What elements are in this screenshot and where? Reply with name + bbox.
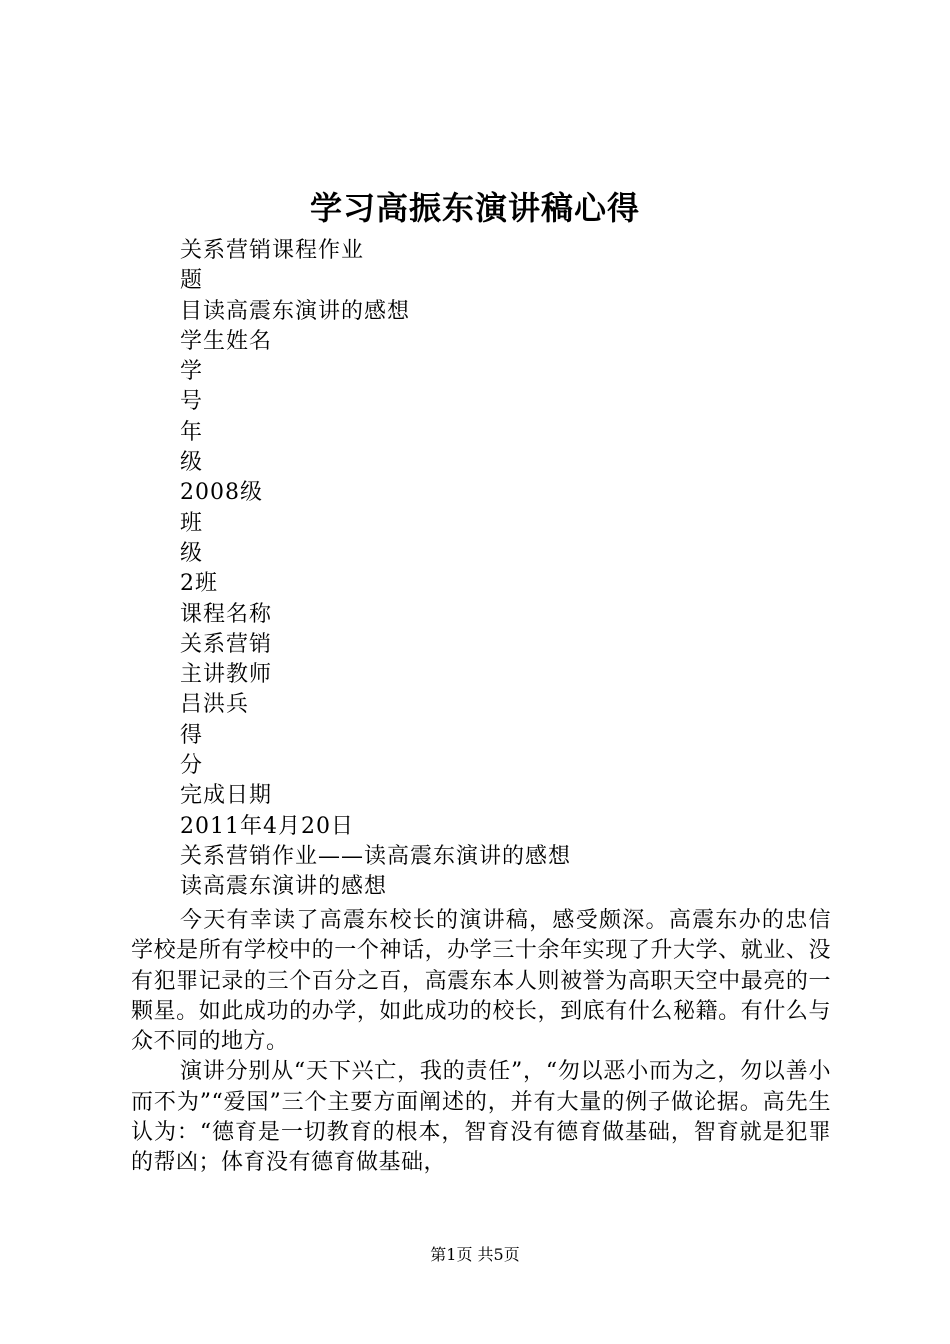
- line-22: 读高震东演讲的感想: [180, 874, 388, 900]
- line-20: 2011年4月20日: [180, 813, 354, 839]
- line-17: 得: [180, 722, 204, 748]
- line-19: 完成日期: [180, 783, 273, 809]
- paragraph-1: 今天有幸读了高震东校长的演讲稿，感受颇深。高震东办的忠信学校是所有学校中的一个神话，办学三十余年实现了升大学、就业、没有犯罪记录的三个百分之百，高震东本人则被誉为高职天空中最亮的一颗星。如此成功的办学，如此成功的校长，到底有什么秘籍。有什么与众不同的地方。: [131, 908, 831, 1055]
- line-2: 题: [180, 268, 204, 294]
- line-18: 分: [180, 753, 204, 779]
- form-lines: [180, 236, 571, 903]
- line-5: 学: [180, 359, 204, 385]
- line-9: 2008级: [180, 480, 263, 506]
- line-11: 级: [180, 540, 204, 566]
- document-title: 学习高振东演讲稿心得: [309, 189, 640, 227]
- line-7: 年: [180, 419, 204, 445]
- line-10: 班: [180, 510, 204, 536]
- line-6: 号: [180, 389, 204, 415]
- line-1: 关系营销课程作业: [180, 238, 365, 263]
- line-16: 吕洪兵: [180, 692, 250, 718]
- page-footer: 第1页 共5页: [430, 1245, 520, 1264]
- line-8: 级: [180, 450, 204, 476]
- line-3: 目读高震东演讲的感想: [180, 298, 411, 324]
- line-15: 主讲教师: [180, 662, 273, 688]
- line-21: 关系营销作业——读高震东演讲的感想: [180, 843, 572, 869]
- line-12: 2班: [180, 571, 218, 597]
- line-13: 课程名称: [180, 601, 273, 627]
- paragraph-2: 演讲分别从“天下兴亡，我的责任”，“勿以恶小而为之，勿以善小而不为”“爱国”三个主要方面阐述的，并有大量的例子做论据。高先生认为：“德育是一切教育的根本，智育没有德育做基础，智育就是犯罪的帮凶；体育没有德育做基础，: [131, 1059, 831, 1176]
- line-4: 学生姓名: [180, 328, 273, 354]
- line-14: 关系营销: [180, 631, 273, 657]
- body-text: [131, 906, 831, 1179]
